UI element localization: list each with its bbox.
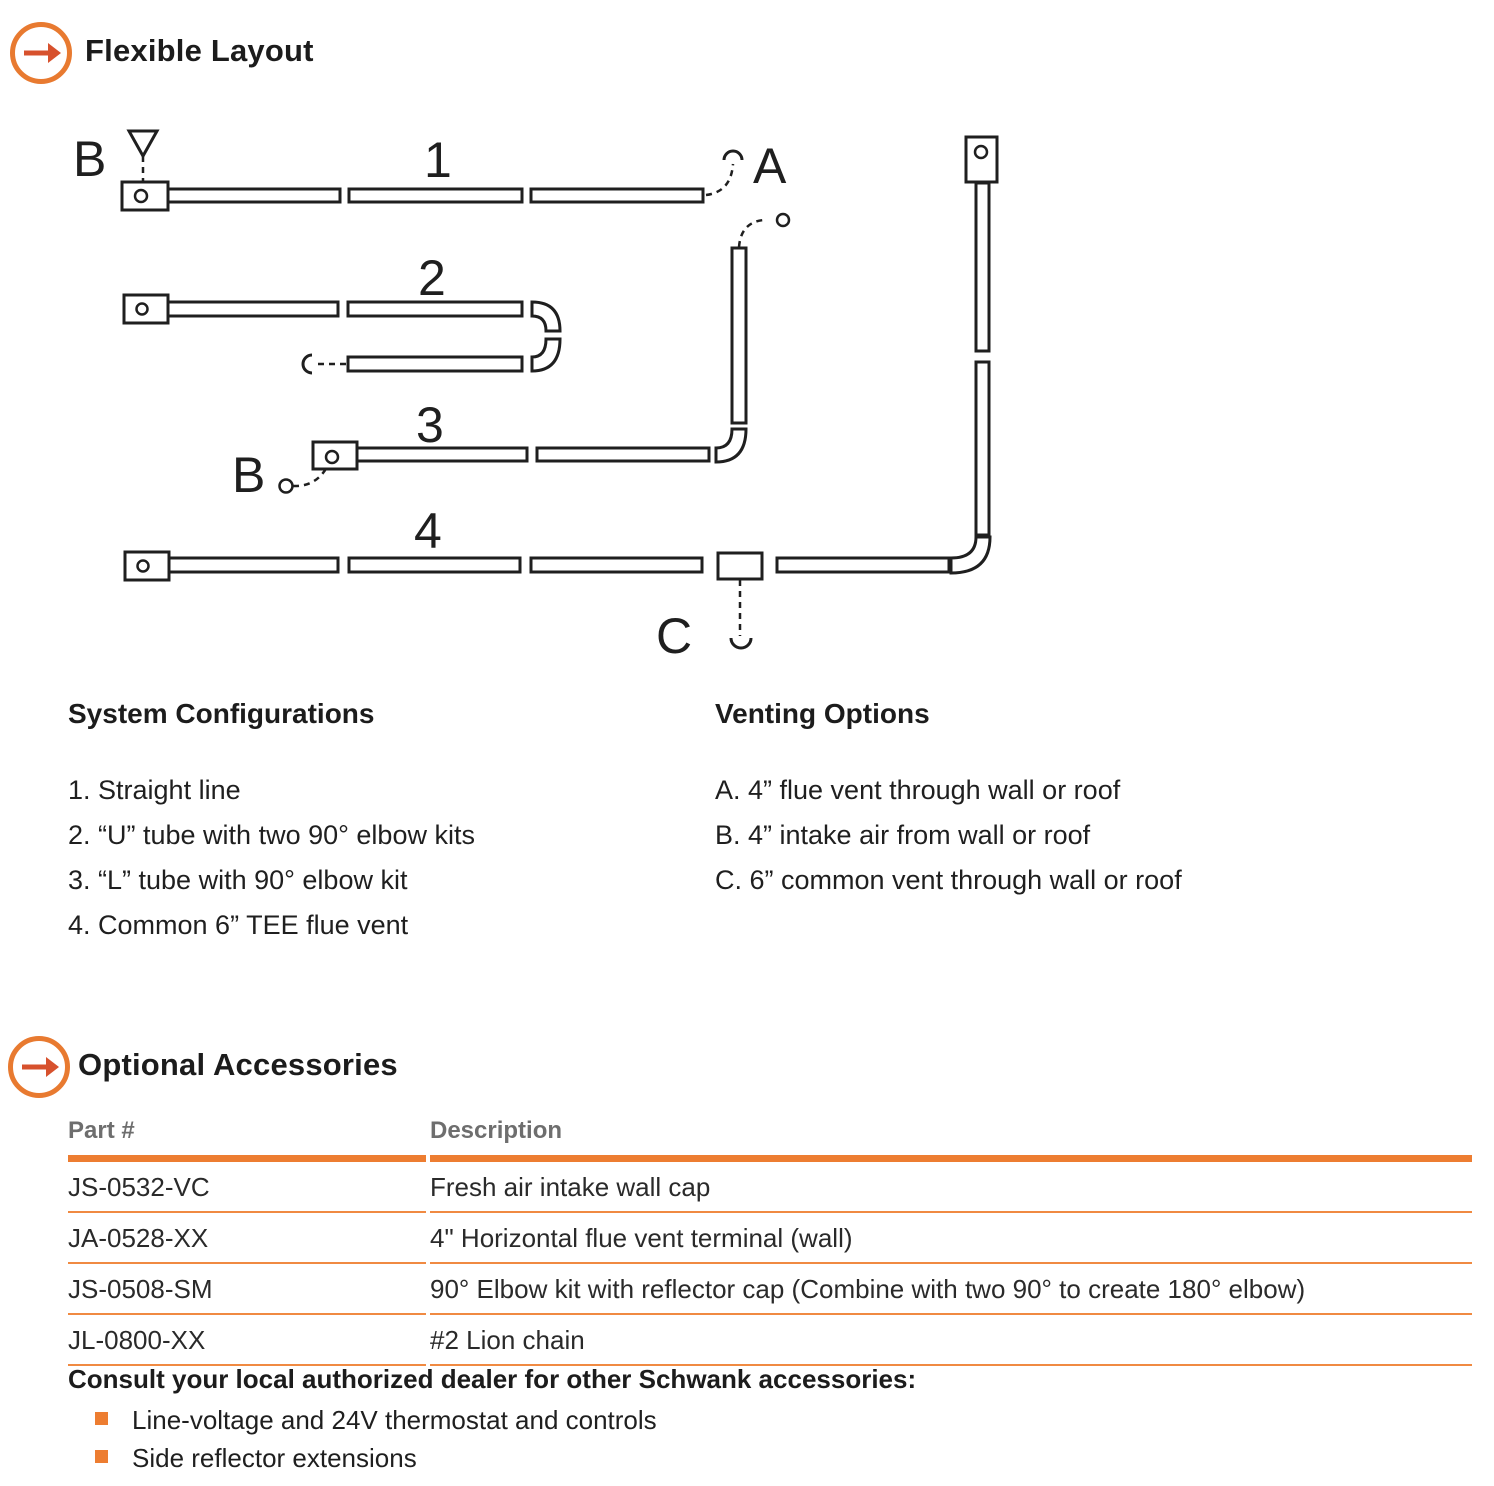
column-header-part: Part # — [68, 1113, 426, 1162]
tube-segment — [349, 558, 520, 572]
elbow-90 — [532, 339, 560, 371]
list-item: 3. “L” tube with 90° elbow kit — [68, 865, 408, 895]
column-header-description: Description — [430, 1113, 1472, 1162]
tube-segment — [537, 448, 709, 461]
right-vertical-vent — [951, 137, 997, 573]
description-cell: #2 Lion chain — [430, 1315, 1472, 1366]
dealer-note-item — [95, 1405, 657, 1436]
label-3: 3 — [416, 397, 444, 453]
flexible-layout-diagram — [0, 120, 1494, 665]
dealer-note-heading: Consult your local authorized dealer for other Schwank accessories: — [68, 1364, 917, 1394]
label-2: 2 — [418, 250, 446, 306]
label-a: A — [753, 138, 787, 194]
table-header-row — [68, 1113, 1472, 1162]
config-4-tee-vent — [125, 552, 949, 648]
part-number-cell: JS-0508-SM — [68, 1264, 426, 1315]
tube-segment — [531, 189, 703, 202]
vent-hook — [731, 638, 751, 648]
tube-segment — [348, 357, 522, 371]
list-item: A. 4” flue vent through wall or roof — [715, 775, 1121, 805]
table-row — [68, 1264, 1472, 1315]
table-row — [68, 1162, 1472, 1213]
tube-segment — [531, 558, 702, 572]
table-row — [68, 1213, 1472, 1264]
arrow-circle-icon — [8, 1036, 70, 1098]
system-configurations-heading: System Configurations — [68, 698, 375, 729]
list-item: 1. Straight line — [68, 775, 241, 805]
tube-segment — [777, 558, 949, 572]
tube-segment — [169, 558, 338, 572]
tee-box — [718, 553, 762, 579]
dealer-note-text: Line-voltage and 24V thermostat and controls — [132, 1405, 657, 1435]
config-3-l-tube — [280, 214, 790, 493]
arrow-circle-icon — [10, 22, 72, 84]
vent-cap-box — [966, 137, 997, 182]
elbow-90 — [532, 302, 560, 331]
dealer-note-item — [95, 1443, 417, 1474]
list-item: C. 6” common vent through wall or roof — [715, 865, 1182, 895]
list-item: 2. “U” tube with two 90° elbow kits — [68, 820, 475, 850]
bullet-square-icon — [95, 1412, 108, 1425]
tube-segment — [168, 302, 338, 316]
optional-accessories-header — [8, 1036, 70, 1098]
part-number-cell: JA-0528-XX — [68, 1213, 426, 1264]
description-cell: Fresh air intake wall cap — [430, 1162, 1472, 1213]
config-2-u-tube — [124, 295, 560, 373]
part-number-cell: JS-0532-VC — [68, 1162, 426, 1213]
label-b-top: B — [73, 131, 107, 187]
label-b-mid: B — [232, 447, 266, 503]
diagram-labels — [73, 131, 787, 664]
vent-hook — [303, 355, 312, 373]
description-cell: 4" Horizontal flue vent terminal (wall) — [430, 1213, 1472, 1264]
flexible-layout-header — [10, 22, 72, 84]
tube-segment — [349, 189, 522, 202]
tube-segment — [168, 189, 340, 202]
vent-hook — [724, 151, 742, 160]
table-row — [68, 1315, 1472, 1366]
bullet-square-icon — [95, 1450, 108, 1463]
label-1: 1 — [424, 132, 452, 188]
description-cell: 90° Elbow kit with reflector cap (Combine with two 90° to create 180° elbow) — [430, 1264, 1472, 1315]
system-configurations-list — [68, 768, 475, 948]
accessories-table — [68, 1113, 1472, 1366]
vent-tube-segment — [732, 248, 746, 423]
list-item: B. 4” intake air from wall or roof — [715, 820, 1091, 850]
venting-options-list — [715, 768, 1182, 903]
right-arrow-icon — [15, 27, 67, 79]
flexible-layout-title: Flexible Layout — [85, 33, 314, 68]
optional-accessories-title: Optional Accessories — [78, 1047, 398, 1082]
intake-funnel-icon — [129, 131, 157, 156]
vent-tube-segment — [976, 362, 989, 535]
elbow-90 — [716, 429, 746, 462]
part-number-cell: JL-0800-XX — [68, 1315, 426, 1366]
right-arrow-icon — [13, 1041, 65, 1093]
vent-tube-segment — [976, 183, 989, 351]
label-c: C — [656, 608, 693, 664]
label-4: 4 — [414, 503, 442, 559]
elbow-90 — [951, 537, 990, 573]
dealer-note-text: Side reflector extensions — [132, 1443, 417, 1473]
list-item: 4. Common 6” TEE flue vent — [68, 910, 409, 940]
venting-options-heading: Venting Options — [715, 698, 930, 729]
